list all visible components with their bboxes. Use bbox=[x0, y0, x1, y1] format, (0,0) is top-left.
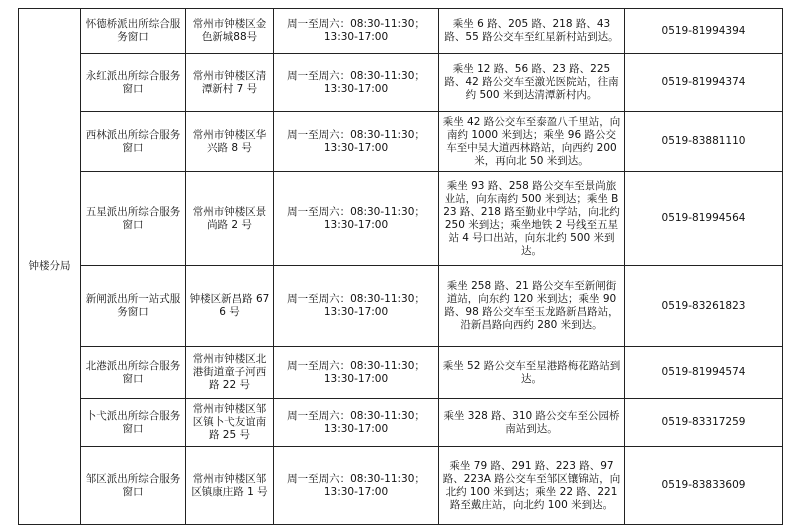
window-hours: 周一至周六：08:30-11:30； 13:30-17:00 bbox=[274, 447, 439, 525]
table-row bbox=[19, 347, 783, 399]
window-name: 邹区派出所综合服务窗口 bbox=[81, 447, 186, 525]
window-address: 常州市钟楼区邹区镇卜弋友谊南路 25 号 bbox=[186, 399, 274, 447]
window-route: 乘坐 79 路、291 路、223 路、97 路、223A 路公交车至邹区镶锦站，向北约 100 米到达；乘坐 22 路、221 路至戴庄站，向北约 100 米到达。 bbox=[439, 447, 625, 525]
window-hours: 周一至周六：08:30-11:30； 13:30-17:00 bbox=[274, 172, 439, 266]
window-phone: 0519-83317259 bbox=[625, 399, 783, 447]
window-address: 常州市钟楼区清潭新村 7 号 bbox=[186, 54, 274, 112]
table-row bbox=[19, 112, 783, 172]
window-phone: 0519-83881110 bbox=[625, 112, 783, 172]
window-name: 北港派出所综合服务窗口 bbox=[81, 347, 186, 399]
table-row bbox=[19, 399, 783, 447]
service-window-table bbox=[18, 8, 783, 525]
window-phone: 0519-81994564 bbox=[625, 172, 783, 266]
table-row bbox=[19, 9, 783, 54]
window-name: 西林派出所综合服务窗口 bbox=[81, 112, 186, 172]
window-route: 乘坐 6 路、205 路、218 路、43 路、55 路公交车至红星新村站到达。 bbox=[439, 9, 625, 54]
window-address: 常州市钟楼区景尚路 2 号 bbox=[186, 172, 274, 266]
window-phone: 0519-83833609 bbox=[625, 447, 783, 525]
window-route: 乘坐 93 路、258 路公交车至景尚旅业站，向东南约 500 米到达；乘坐 B23 路、218 路至勤业中学站，向北约 250 米到达；乘坐地铁 2 号线至五星站 4 号口出站，向东北约 500 米到达。 bbox=[439, 172, 625, 266]
table-row bbox=[19, 447, 783, 525]
window-route: 乘坐 42 路公交车至泰盈八千里站，向南约 1000 米到达；乘坐 96 路公交车至中吴大道西林路站，向西约 200 米，再向北 50 米到达。 bbox=[439, 112, 625, 172]
window-hours: 周一至周六：08:30-11:30； 13:30-17:00 bbox=[274, 54, 439, 112]
table-row bbox=[19, 172, 783, 266]
window-address: 常州市钟楼区北港街道童子河西路 22 号 bbox=[186, 347, 274, 399]
window-address: 常州市钟楼区华兴路 8 号 bbox=[186, 112, 274, 172]
window-hours: 周一至周六：08:30-11:30； 13:30-17:00 bbox=[274, 266, 439, 347]
window-phone: 0519-81994374 bbox=[625, 54, 783, 112]
window-phone: 0519-81994574 bbox=[625, 347, 783, 399]
window-address: 常州市钟楼区金色新城88号 bbox=[186, 9, 274, 54]
window-name: 五星派出所综合服务窗口 bbox=[81, 172, 186, 266]
window-route: 乘坐 12 路、56 路、23 路、225 路、42 路公交车至激光医院站，往南约 500 米到达清潭新村内。 bbox=[439, 54, 625, 112]
branch-cell: 钟楼分局 bbox=[19, 9, 81, 525]
window-name: 卜弋派出所综合服务窗口 bbox=[81, 399, 186, 447]
window-name: 怀德桥派出所综合服务窗口 bbox=[81, 9, 186, 54]
window-route: 乘坐 328 路、310 路公交车至公园桥南站到达。 bbox=[439, 399, 625, 447]
window-hours: 周一至周六：08:30-11:30； 13:30-17:00 bbox=[274, 399, 439, 447]
window-route: 乘坐 258 路、21 路公交车至新闸街道站，向东约 120 米到达；乘坐 90 路、98 路公交车至玉龙路新昌路站，沿新昌路向西约 280 米到达。 bbox=[439, 266, 625, 347]
table-row bbox=[19, 266, 783, 347]
window-route: 乘坐 52 路公交车至星港路梅花路站到达。 bbox=[439, 347, 625, 399]
window-phone: 0519-81994394 bbox=[625, 9, 783, 54]
window-address: 常州市钟楼区邹区镇康庄路 1 号 bbox=[186, 447, 274, 525]
window-name: 新闸派出所一站式服务窗口 bbox=[81, 266, 186, 347]
window-address: 钟楼区新昌路 676 号 bbox=[186, 266, 274, 347]
window-hours: 周一至周六：08:30-11:30； 13:30-17:00 bbox=[274, 112, 439, 172]
table-row bbox=[19, 54, 783, 112]
window-hours: 周一至周六：08:30-11:30； 13:30-17:00 bbox=[274, 9, 439, 54]
window-name: 永红派出所综合服务窗口 bbox=[81, 54, 186, 112]
window-phone: 0519-83261823 bbox=[625, 266, 783, 347]
window-hours: 周一至周六：08:30-11:30； 13:30-17:00 bbox=[274, 347, 439, 399]
